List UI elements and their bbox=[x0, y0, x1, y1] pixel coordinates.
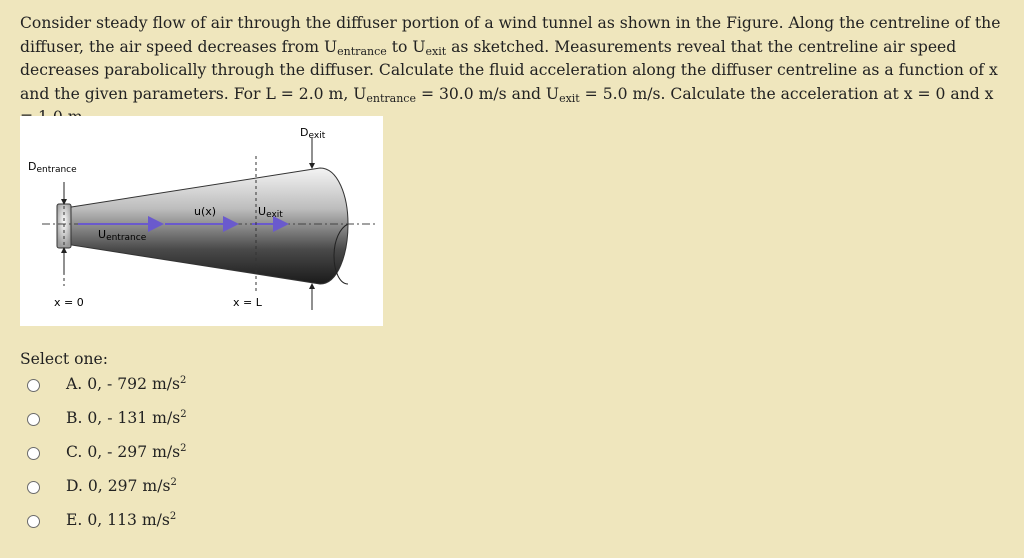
question-part: = 5.0 m/s. Calculate the acceleration at x = 0 and x bbox=[584, 84, 994, 103]
radio-button-b[interactable] bbox=[27, 413, 40, 426]
u-x-label: u(x) bbox=[194, 205, 217, 218]
option-value: 0, 297 m/s bbox=[87, 477, 171, 495]
select-one-label: Select one: bbox=[20, 350, 108, 368]
question-text bbox=[20, 12, 1010, 130]
subscript-entrance: entrance bbox=[366, 91, 416, 105]
option-value: 0, - 792 m/s bbox=[87, 375, 181, 393]
option-superscript: 2 bbox=[180, 409, 187, 420]
option-c-label[interactable] bbox=[66, 443, 187, 461]
diffuser-figure bbox=[20, 116, 383, 326]
xL-label: x = L bbox=[233, 296, 262, 309]
radio-button-c[interactable] bbox=[27, 447, 40, 460]
option-d[interactable] bbox=[24, 476, 324, 510]
subscript-exit: exit bbox=[425, 44, 447, 58]
option-value: 0, 113 m/s bbox=[87, 511, 170, 529]
question-part: Consider steady flow of air through the diffuser portion of a wind tunnel as shown in the Figure. Along the centreline of the diffuser, the air speed decreases from U bbox=[20, 14, 1001, 56]
question-part: to U bbox=[386, 37, 426, 56]
option-superscript: 2 bbox=[180, 443, 187, 454]
question-part: as sketched. Measurements reveal that the centreline air speed decreases parabolically through the diffuser. Calculate the fluid acceleration along the diffuser centreline as a function of x and the given parameters. For L = 2.0 m, U bbox=[20, 37, 998, 103]
radio-button-e[interactable] bbox=[27, 515, 40, 528]
question-part: = 30.0 m/s and U bbox=[415, 84, 560, 103]
option-superscript: 2 bbox=[180, 375, 187, 386]
option-letter: D. bbox=[66, 477, 83, 495]
option-value: 0, - 297 m/s bbox=[87, 443, 181, 461]
diffuser-body bbox=[65, 168, 348, 284]
radio-button-a[interactable] bbox=[27, 379, 40, 392]
option-e-label[interactable] bbox=[66, 511, 176, 529]
option-letter: C. bbox=[66, 443, 83, 461]
option-letter: B. bbox=[66, 409, 83, 427]
option-letter: A. bbox=[66, 375, 83, 393]
d-entrance-label: Dentrance bbox=[28, 160, 77, 175]
option-letter: E. bbox=[66, 511, 83, 529]
d-exit-label: Dexit bbox=[300, 126, 326, 141]
option-d-label[interactable] bbox=[66, 477, 177, 495]
option-b[interactable] bbox=[24, 408, 324, 442]
subscript-entrance: entrance bbox=[337, 44, 387, 58]
u-entrance-label: Uentrance bbox=[98, 228, 147, 243]
radio-button-d[interactable] bbox=[27, 481, 40, 494]
option-b-label[interactable] bbox=[66, 409, 187, 427]
option-superscript: 2 bbox=[169, 511, 177, 522]
option-c[interactable] bbox=[24, 442, 324, 476]
option-e[interactable] bbox=[24, 510, 324, 544]
option-superscript: 2 bbox=[170, 477, 177, 488]
x0-label: x = 0 bbox=[54, 296, 84, 309]
option-a-label[interactable] bbox=[66, 375, 186, 393]
diffuser-diagram bbox=[20, 116, 383, 326]
subscript-exit: exit bbox=[559, 91, 580, 105]
option-a[interactable] bbox=[24, 374, 324, 408]
option-value: 0, - 131 m/s bbox=[87, 409, 181, 427]
answer-options bbox=[24, 374, 324, 544]
u-exit-label: Uexit bbox=[258, 205, 283, 220]
